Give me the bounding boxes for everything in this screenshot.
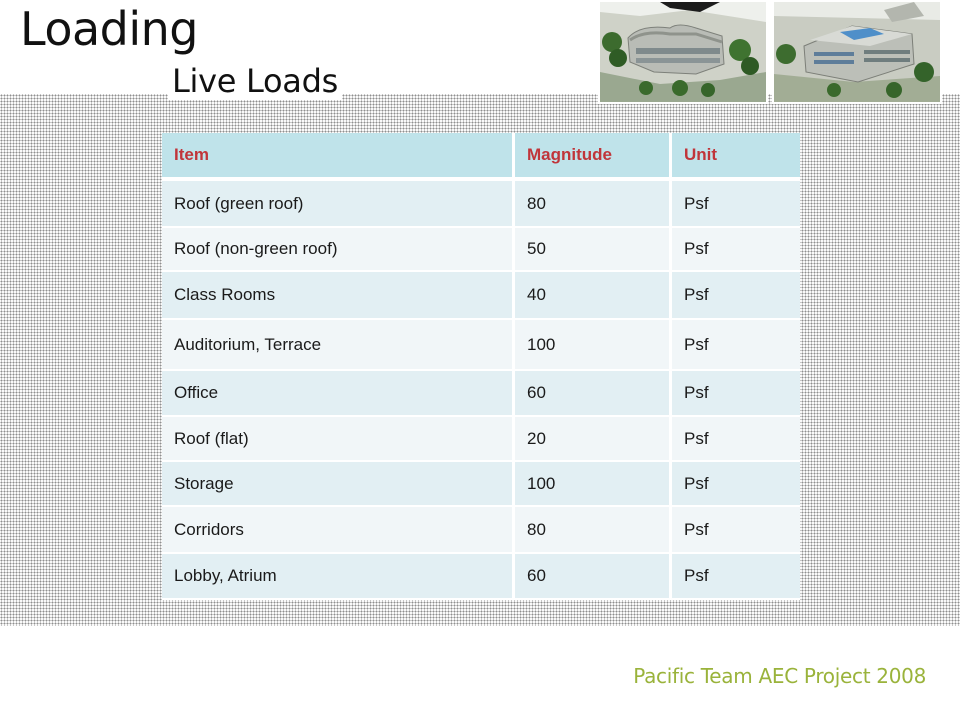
unit-cell: Psf (672, 417, 800, 462)
header-item: Item (162, 133, 515, 181)
unit-cell: Psf (672, 554, 800, 600)
slide-footer: Pacific Team AEC Project 2008 (633, 664, 926, 688)
table-row (162, 507, 800, 554)
table-row (162, 228, 800, 272)
unit-cell: Psf (672, 462, 800, 507)
header-magnitude: Magnitude (515, 133, 672, 181)
table-row (162, 320, 800, 371)
unit-cell: Psf (672, 371, 800, 417)
building-render-image-2 (772, 0, 942, 104)
table-row (162, 417, 800, 462)
magnitude-cell: 60 (515, 371, 672, 417)
unit-cell: Psf (672, 507, 800, 554)
table-row (162, 371, 800, 417)
item-cell: Office (162, 371, 515, 417)
magnitude-cell: 50 (515, 228, 672, 272)
magnitude-cell: 80 (515, 181, 672, 228)
item-cell: Lobby, Atrium (162, 554, 515, 600)
magnitude-cell: 80 (515, 507, 672, 554)
building-render-image-1 (598, 0, 768, 104)
table-row (162, 181, 800, 228)
live-loads-table (162, 133, 800, 600)
table-row (162, 462, 800, 507)
magnitude-cell: 40 (515, 272, 672, 320)
unit-cell: Psf (672, 272, 800, 320)
slide-subtitle: Live Loads (168, 62, 342, 100)
item-cell: Class Rooms (162, 272, 515, 320)
item-cell: Auditorium, Terrace (162, 320, 515, 371)
header-unit: Unit (672, 133, 800, 181)
item-cell: Roof (flat) (162, 417, 515, 462)
unit-cell: Psf (672, 181, 800, 228)
table-row (162, 554, 800, 600)
table-row (162, 272, 800, 320)
item-cell: Corridors (162, 507, 515, 554)
item-cell: Roof (non-green roof) (162, 228, 515, 272)
magnitude-cell: 60 (515, 554, 672, 600)
item-cell: Storage (162, 462, 515, 507)
magnitude-cell: 20 (515, 417, 672, 462)
magnitude-cell: 100 (515, 462, 672, 507)
unit-cell: Psf (672, 228, 800, 272)
item-cell: Roof (green roof) (162, 181, 515, 228)
table-header-row (162, 133, 800, 181)
magnitude-cell: 100 (515, 320, 672, 371)
unit-cell: Psf (672, 320, 800, 371)
slide-title: Loading (20, 2, 198, 56)
